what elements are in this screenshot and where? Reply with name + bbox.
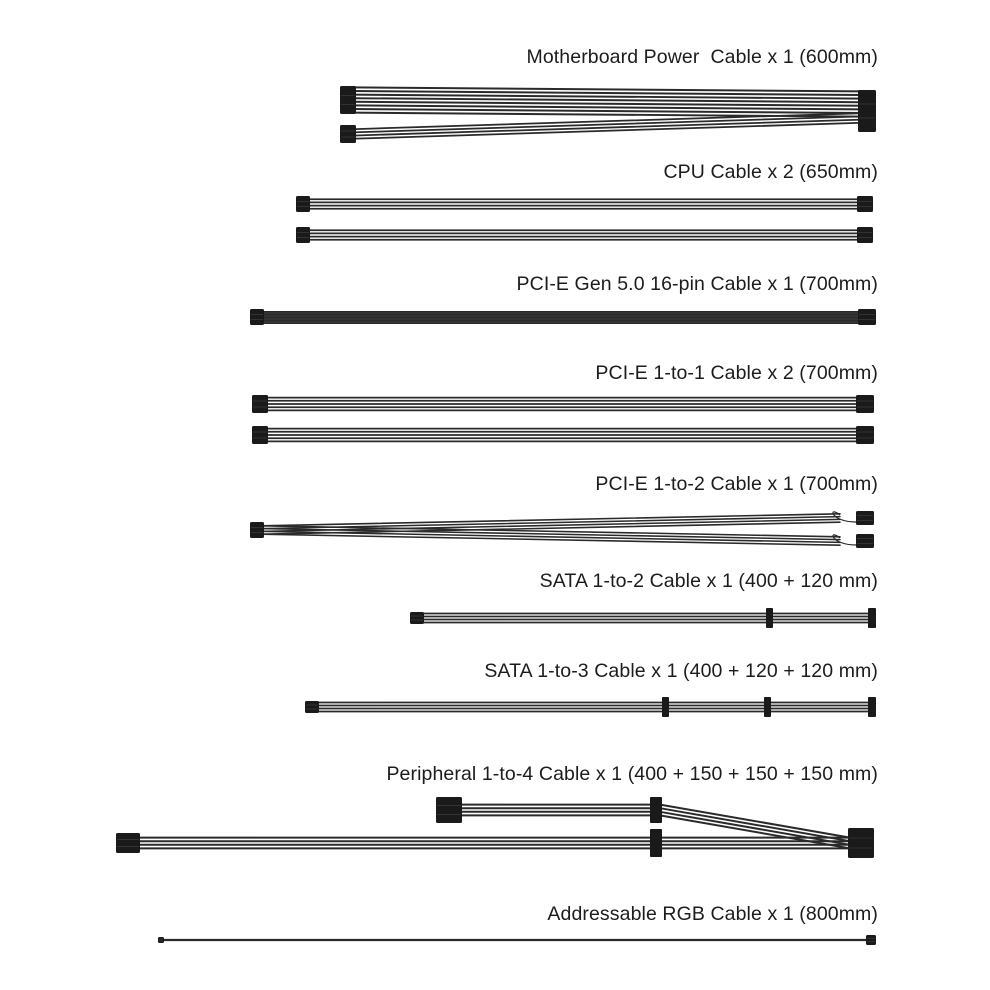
cpu-connector-left [296, 227, 310, 243]
pcie-1to1-connector-right [856, 395, 874, 413]
sata-1to3-cable [305, 697, 876, 717]
peripheral-fan-upper [660, 808, 850, 841]
argb-cable [158, 935, 876, 945]
pcie-1to2-branch-b [262, 529, 840, 540]
sata-1to3-cable-label: SATA 1-to-3 Cable x 1 (400 + 120 + 120 mm) [484, 660, 878, 682]
sata-1to3-connector-end [868, 697, 876, 717]
pcie5-connector-right [858, 309, 876, 325]
pcie-1to2-connector-left [250, 522, 264, 538]
pcie-1to2-connector-right-bottom [856, 534, 874, 548]
cpu-connector-right [857, 227, 873, 243]
argb-connector-right [866, 935, 876, 945]
sata-1to2-connector-end [868, 608, 876, 628]
motherboard-cable [340, 86, 876, 143]
sata-1to2-cable [410, 608, 876, 628]
peripheral-1to4-cable-label: Peripheral 1-to-4 Cable x 1 (400 + 150 + 150 + 150 mm) [386, 763, 878, 785]
peripheral-connector-right [848, 828, 874, 858]
sata-1to3-connector-mid2 [764, 697, 771, 717]
sata-1to3-connector-mid1 [662, 697, 669, 717]
pcie-1to1-connector-right [856, 426, 874, 444]
motherboard-cable-label: Motherboard Power Cable x 1 (600mm) [526, 46, 878, 68]
sata-1to2-connector-left [410, 612, 424, 624]
peripheral-connector-mid-top [650, 797, 662, 823]
pcie5-cable [250, 309, 876, 325]
pcie5-cable-label: PCI-E Gen 5.0 16-pin Cable x 1 (700mm) [516, 273, 878, 295]
pcie-1to1-connector-left [252, 395, 268, 413]
pcie-1to1-connector-left [252, 426, 268, 444]
peripheral-connector-mid-bottom [650, 829, 662, 857]
sata-1to2-cable-label: SATA 1-to-2 Cable x 1 (400 + 120 mm) [539, 570, 878, 592]
pcie-1to2-branch-b [262, 531, 840, 542]
mb-connector-right [858, 90, 876, 132]
pcie-1to1-cable-label: PCI-E 1-to-1 Cable x 2 (700mm) [595, 362, 878, 384]
pcie-1to1-cable [252, 395, 874, 444]
cpu-cable-label: CPU Cable x 2 (650mm) [663, 161, 878, 183]
mb-connector-left-main [340, 86, 356, 114]
peripheral-connector-top-left [436, 797, 462, 823]
cpu-connector-right [857, 196, 873, 212]
cpu-cable [296, 196, 873, 243]
sata-1to2-connector-mid [766, 608, 773, 628]
pcie-1to2-connector-right-top [856, 511, 874, 525]
argb-cable-label: Addressable RGB Cable x 1 (800mm) [547, 903, 878, 925]
cpu-connector-left [296, 196, 310, 212]
pcie5-connector-left [250, 309, 264, 325]
sata-1to3-connector-left [305, 701, 319, 713]
peripheral-connector-left [116, 833, 140, 853]
mb-connector-left-aux [340, 125, 356, 143]
peripheral-fan-upper [660, 812, 850, 845]
pcie-1to2-cable-label: PCI-E 1-to-2 Cable x 1 (700mm) [595, 473, 878, 495]
peripheral-1to4-cable [116, 797, 874, 858]
pcie-1to2-cable [250, 511, 874, 548]
argb-connector-left [158, 937, 164, 943]
